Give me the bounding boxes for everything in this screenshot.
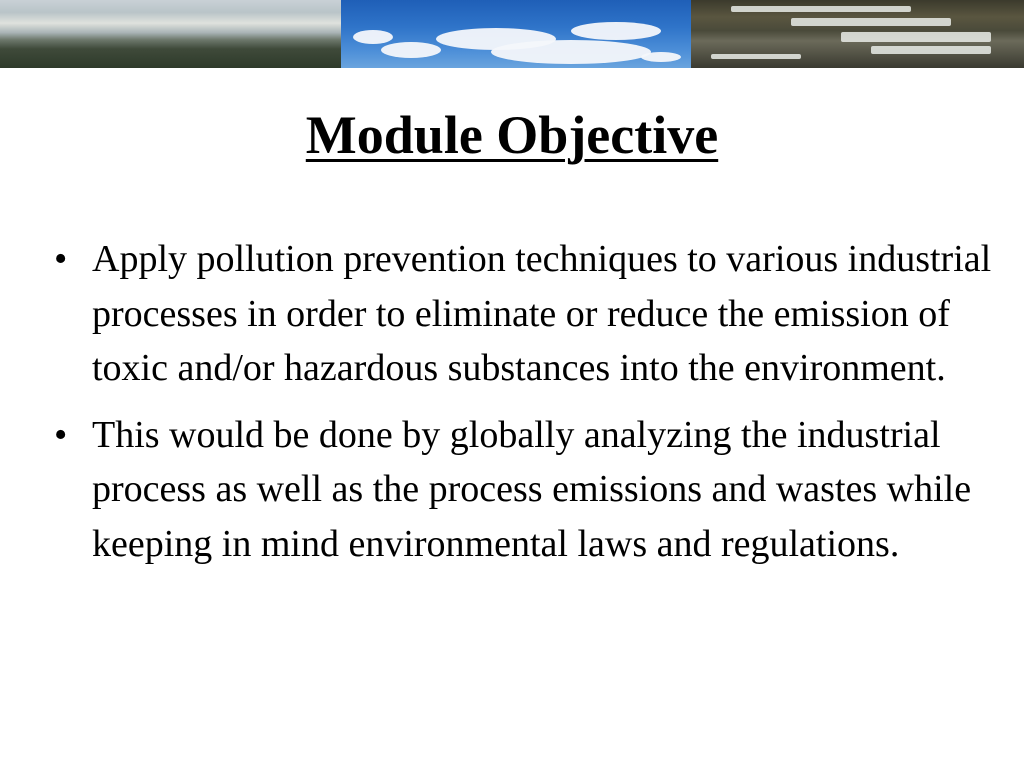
bullet-text: This would be done by globally analyzing the industrial process as well as the process emissions and wastes while keeping in mind environmental laws and regulations.: [92, 413, 972, 565]
header-banner: [0, 0, 1024, 68]
bullet-text: Apply pollution prevention techniques to various industrial processes in order to eliminate or reduce the emission of toxic and/or hazardous substances into the environment.: [92, 238, 992, 389]
slide-title-text: Module Objective: [305, 105, 719, 165]
list-item: [54, 408, 994, 572]
waterfall-image: [691, 0, 1024, 68]
bullet-icon: •: [54, 413, 68, 456]
slide-title: [0, 100, 1024, 170]
list-item: [54, 232, 994, 396]
landscape-plain-image: [0, 0, 341, 68]
bullet-list: [54, 232, 994, 583]
sky-clouds-image: [341, 0, 691, 68]
bullet-icon: •: [54, 238, 68, 280]
